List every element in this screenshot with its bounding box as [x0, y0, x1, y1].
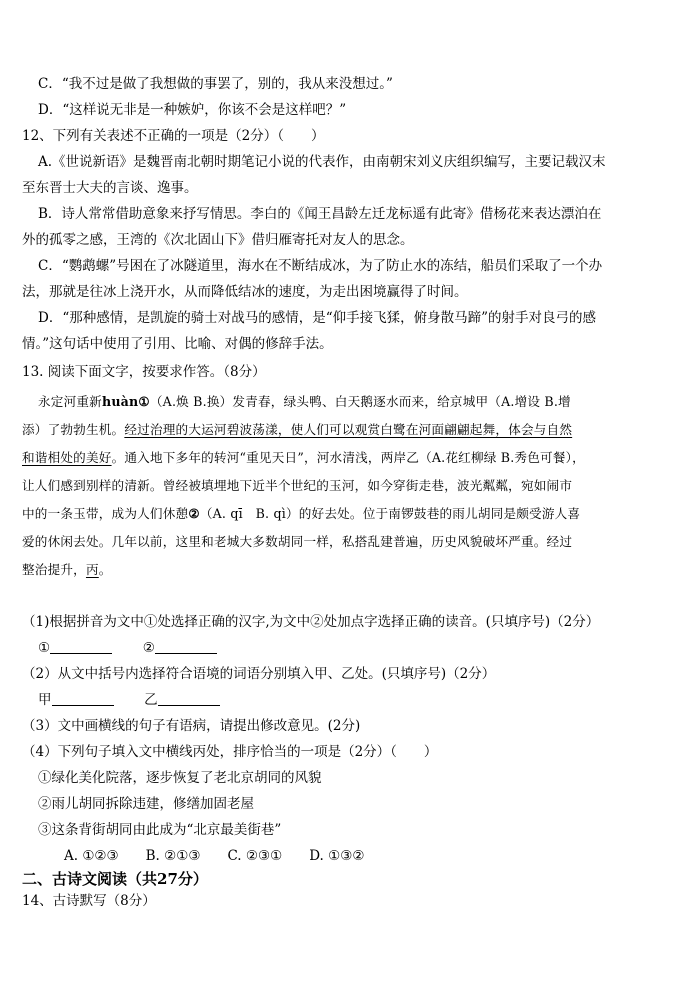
q12-option-b-line2: 外的孤零之感，王湾的《次北固山下》借归雁寄托对友人的思念。 — [22, 232, 414, 248]
q13-sub3: （3）文中画横线的句子有语病，请提出修改意见。(2分) — [22, 718, 361, 734]
sentence-3: ③这条背街胡同由此成为“北京最美街巷” — [38, 822, 282, 838]
q12-option-b-line1: B．诗人常常借助意象来抒写情思。李白的《闻王昌龄左迁龙标遥有此寄》借杨花来表达漂泊在 — [38, 206, 602, 222]
sentence-1: ①绿化美化院落，逐步恢复了老北京胡同的风貌 — [38, 770, 322, 786]
blank-bing: 丙 — [85, 562, 99, 577]
answer-blank-jia[interactable] — [52, 691, 114, 706]
answer-blank-yi[interactable] — [158, 691, 220, 706]
passage-line-5: 中的一条玉带，成为人们休憩②（A. qī B. qì）的好去处。位于南锣鼓巷的雨儿胡同是颇受游人喜 — [22, 506, 581, 521]
answer-blank-2[interactable] — [155, 639, 217, 654]
q12-option-d-line1: D．“那种感情，是凯旋的骑士对战马的感情，是“仰手接飞猱，俯身散马蹄”的射手对良弓的感 — [38, 310, 597, 326]
q13-stem: 13. 阅读下面文字，按要求作答。（8分） — [22, 364, 266, 380]
q12-option-a-line1: A.《世说新语》是魏晋南北朝时期笔记小说的代表作，由南朝宋刘义庆组织编写，主要记载汉末 — [38, 154, 606, 170]
passage-line-3: 和谐相处的美好。通入地下多年的转河“重见天日”，河水清浅，两岸乙（A.花红柳绿 B.秀色可餐）， — [22, 450, 585, 465]
q12-option-a-line2: 至东晋士大夫的言谈、逸事。 — [22, 180, 198, 196]
answer-blank-1[interactable] — [50, 639, 112, 654]
passage-line-1: 永定河重新huàn①（A.焕 B.换）发青春，绿头鸭、白天鹅逐水而来，给京城甲（A.增设 B.增 — [38, 394, 571, 409]
q13-choices: A. ①②③ B. ②①③ C. ②③① D. ①③② — [64, 848, 365, 864]
q13-sub1-answers: ① ② — [0, 638, 696, 658]
q13-sub1: （1)根据拼音为文中①处选择正确的汉字,为文中②处加点字选择正确的读音。(只填序号)（2分） — [22, 614, 600, 630]
q13-sub4: （4）下列句子填入文中横线丙处，排序恰当的一项是（2分）（ ） — [22, 744, 438, 760]
sentence-2: ②雨儿胡同拆除违建，修缮加固老屋 — [38, 796, 254, 812]
q12-stem: 12、下列有关表述不正确的一项是（2分）（ ） — [22, 128, 325, 144]
passage-line-7: 整治提升，丙。 — [22, 562, 112, 577]
q11-option-c: C．“我不过是做了我想做的事罢了，别的，我从来没想过。” — [38, 76, 393, 92]
q12-option-c-line2: 法，那就是往冰上浇开水，从而降低结冰的速度，为走出困境赢得了时间。 — [22, 284, 468, 300]
q12-option-d-line2: 情。”这句话中使用了引用、比喻、对偶的修辞手法。 — [22, 336, 333, 352]
underlined-sentence-part1: 经过治理的大运河碧波荡漾，使人们可以观赏白鹭在河面翩翩起舞，体会与自然 — [124, 422, 573, 437]
q14-stem: 14、古诗默写（8分） — [22, 893, 156, 909]
q13-sub2: （2）从文中括号内选择符合语境的词语分别填入甲、乙处。(只填序号)（2分） — [22, 666, 496, 682]
q12-option-c-line1: C．“鹦鹉螺”号困在了冰隧道里，海水在不断结成冰，为了防止水的冻结，船员们采取了一个办 — [38, 258, 603, 274]
underlined-sentence-part2: 和谐相处的美好 — [22, 450, 112, 465]
q13-sub2-answers: 甲 乙 — [0, 690, 696, 710]
passage-line-4: 让人们感到别样的清新。曾经被填埋地下近半个世纪的玉河，如今穿街走巷，波光粼粼，宛如闹市 — [22, 478, 573, 493]
q11-option-d: D．“这样说无非是一种嫉妒，你该不会是这样吧？” — [38, 102, 347, 118]
section-heading: 二、古诗文阅读（共27分） — [22, 870, 208, 888]
passage-line-6: 爱的休闲去处。几年以前，这里和老城大多数胡同一样，私搭乱建普遍，历史风貌破坏严重。经过 — [22, 534, 573, 549]
passage-line-2: 添）了勃勃生机。经过治理的大运河碧波荡漾，使人们可以观赏白鹭在河面翩翩起舞，体会与自然 — [22, 422, 573, 437]
